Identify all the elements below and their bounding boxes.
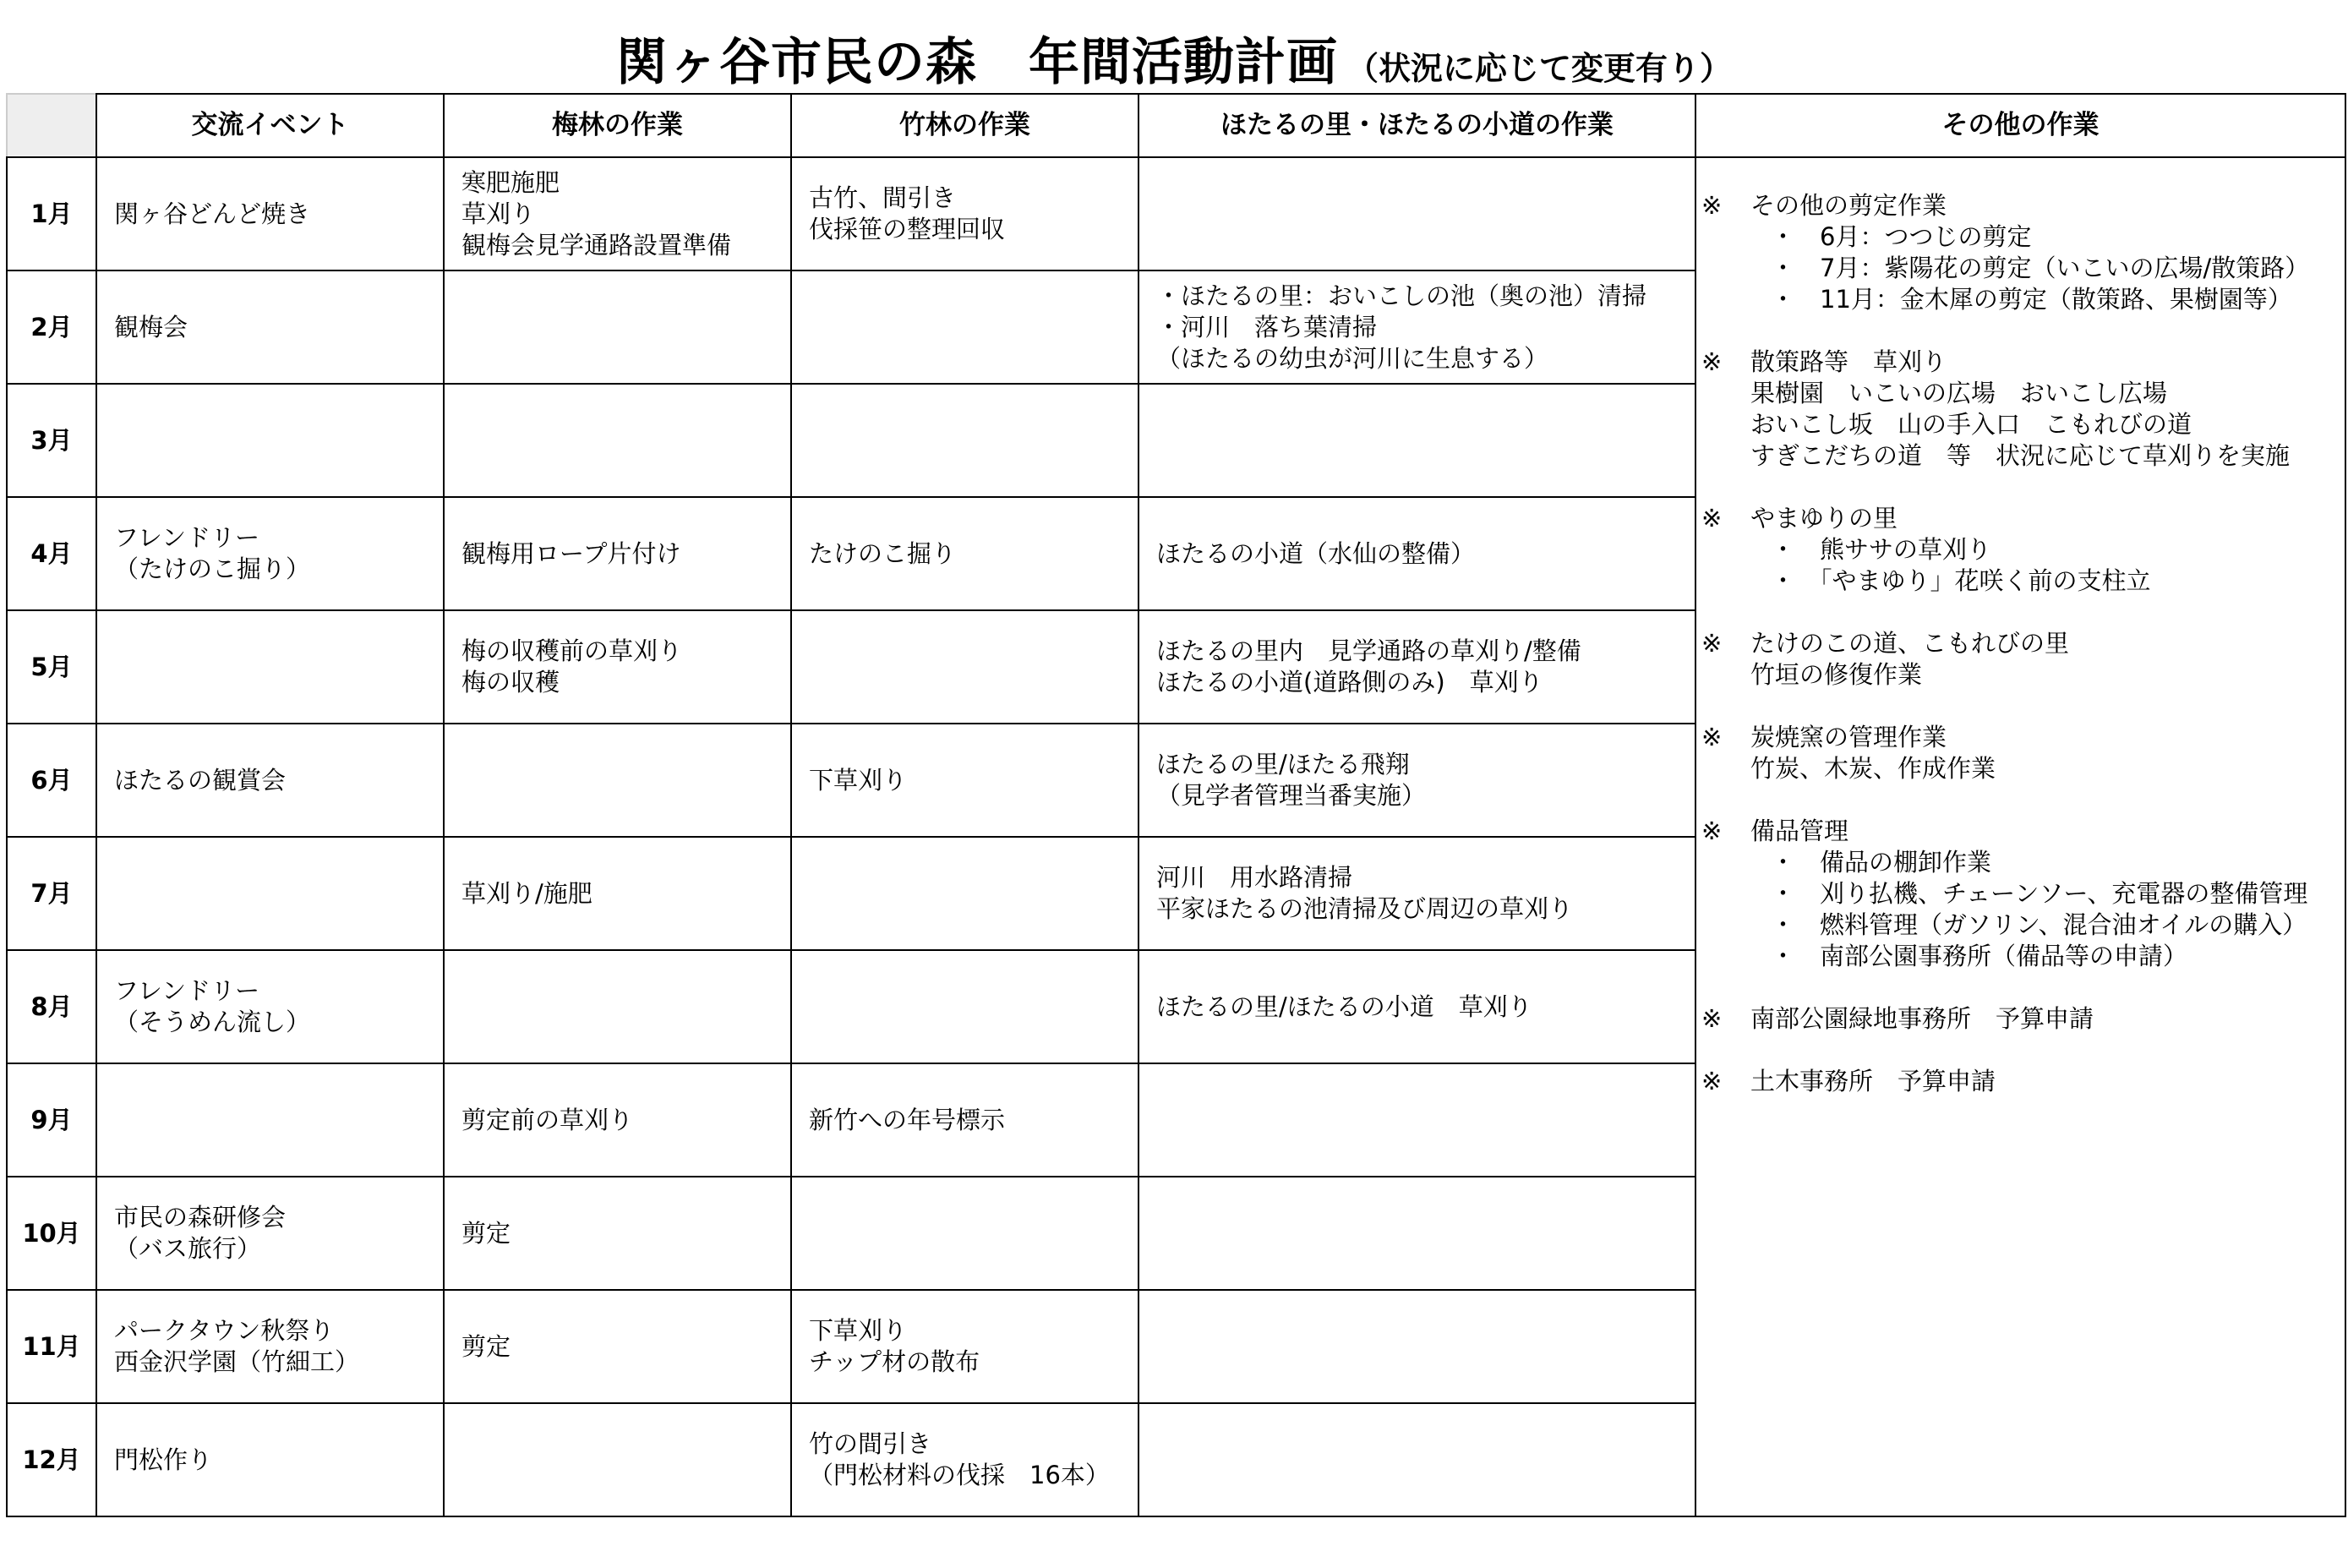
cell-line: 観梅会	[114, 312, 188, 341]
ume-cell	[444, 724, 791, 837]
hotaru-cell	[1139, 610, 1695, 724]
cell-line: ・河川 落ち葉清掃	[1156, 312, 1378, 341]
header-row	[7, 94, 2345, 157]
take-cell	[791, 1177, 1139, 1290]
month-cell: 7月	[7, 837, 96, 950]
cell-line: （ほたるの幼虫が河川に生息する）	[1156, 343, 1549, 373]
ume-cell	[444, 610, 791, 724]
event-cell	[96, 1290, 444, 1403]
ume-cell	[444, 1177, 791, 1290]
ume-cell	[444, 157, 791, 270]
note-line: やまゆりの里	[1750, 504, 1898, 533]
hotaru-cell	[1139, 724, 1695, 837]
note-mark: ※	[1701, 723, 1723, 751]
take-cell	[791, 270, 1139, 384]
note-subitem: ・ 11月：金木犀の剪定（散策路、果樹園等）	[1771, 285, 2292, 314]
note-line: 果樹園 いこいの広場 おいこし広場	[1750, 379, 2168, 407]
cell-line: 梅の収穫	[461, 668, 560, 697]
note-line: 竹垣の修復作業	[1750, 660, 1923, 689]
note-mark: ※	[1701, 1067, 1723, 1095]
other-note	[1701, 190, 2345, 315]
note-line: 南部公園緑地事務所 予算申請	[1750, 1004, 2094, 1033]
note-line: 備品管理	[1750, 817, 1849, 845]
take-cell	[791, 1403, 1139, 1516]
note-line: 炭焼窯の管理作業	[1750, 723, 1947, 751]
note-mark: ※	[1701, 1004, 1723, 1033]
other-note	[1701, 503, 2345, 597]
title-main: 関ヶ谷市民の森 年間活動計画	[615, 33, 1338, 92]
note-mark: ※	[1701, 347, 1723, 376]
cell-line: 下草刈り	[809, 1316, 908, 1345]
header-event: 交流イベント	[96, 94, 444, 157]
take-cell	[791, 157, 1139, 270]
take-cell	[791, 724, 1139, 837]
hotaru-cell	[1139, 270, 1695, 384]
note-line: たけのこの道、こもれびの里	[1750, 629, 2070, 658]
page-title	[0, 22, 2348, 95]
hotaru-cell	[1139, 384, 1695, 497]
take-cell	[791, 384, 1139, 497]
note-line: 散策路等 草刈り	[1750, 347, 1947, 376]
event-cell	[96, 384, 444, 497]
header-take: 竹林の作業	[791, 94, 1139, 157]
note-subitem: ・ 刈り払機、チェーンソー、充電器の整備管理	[1771, 879, 2308, 908]
note-line: おいこし坂 山の手入口 こもれびの道	[1750, 410, 2192, 439]
other-note	[1701, 628, 2345, 691]
cell-line: チップ材の散布	[809, 1347, 980, 1376]
hotaru-cell	[1139, 1290, 1695, 1403]
cell-line: フレンドリー	[114, 523, 260, 552]
note-line: すぎこだちの道 等 状況に応じて草刈りを実施	[1750, 441, 2291, 470]
take-cell	[791, 950, 1139, 1063]
note-subitem: ・ 6月：つつじの剪定	[1771, 222, 2032, 251]
hotaru-cell	[1139, 1063, 1695, 1177]
month-cell: 4月	[7, 497, 96, 610]
cell-line: 観梅会見学通路設置準備	[461, 230, 732, 260]
cell-line: 門松作り	[114, 1445, 213, 1474]
other-note	[1701, 1003, 2345, 1035]
ume-cell	[444, 1290, 791, 1403]
cell-line: （バス旅行）	[114, 1234, 262, 1263]
cell-line: ほたるの小道（水仙の整備）	[1156, 538, 1476, 568]
ume-cell	[444, 1063, 791, 1177]
month-cell: 12月	[7, 1403, 96, 1516]
take-cell	[791, 497, 1139, 610]
cell-line: 寒肥施肥	[461, 167, 560, 197]
cell-line: 西金沢学園（竹細工）	[114, 1347, 360, 1376]
take-cell	[791, 1063, 1139, 1177]
note-subitem: ・ 南部公園事務所（備品等の申請）	[1771, 942, 2188, 970]
month-cell: 1月	[7, 157, 96, 270]
cell-line: 関ヶ谷どんど焼き	[114, 199, 311, 228]
note-subitem: ・ 燃料管理（ガソリン、混合油オイルの購入）	[1771, 910, 2307, 939]
event-cell	[96, 270, 444, 384]
cell-line: 剪定前の草刈り	[461, 1105, 634, 1134]
cell-line: ・ほたるの里：おいこしの池（奥の池）清掃	[1156, 281, 1647, 310]
header-ume: 梅林の作業	[444, 94, 791, 157]
other-note	[1701, 347, 2345, 472]
cell-line: （見学者管理当番実施）	[1156, 781, 1427, 810]
event-cell	[96, 724, 444, 837]
other-note	[1701, 816, 2345, 972]
cell-line: 伐採笹の整理回収	[809, 215, 1006, 243]
note-mark: ※	[1701, 817, 1723, 845]
event-cell	[96, 610, 444, 724]
month-cell: 9月	[7, 1063, 96, 1177]
month-cell: 2月	[7, 270, 96, 384]
ume-cell	[444, 950, 791, 1063]
cell-line: 梅の収穫前の草刈り	[461, 636, 683, 665]
cell-line: 剪定	[461, 1331, 511, 1361]
note-subitem: ・ 備品の棚卸作業	[1771, 848, 1992, 877]
cell-line: 竹の間引き	[809, 1429, 932, 1458]
take-cell	[791, 1290, 1139, 1403]
hotaru-cell	[1139, 1177, 1695, 1290]
cell-line: 草刈り	[461, 199, 536, 228]
month-cell: 3月	[7, 384, 96, 497]
hotaru-cell	[1139, 837, 1695, 950]
event-cell	[96, 950, 444, 1063]
cell-line: 市民の森研修会	[114, 1203, 287, 1232]
ume-cell	[444, 1403, 791, 1516]
other-work-cell	[1695, 157, 2345, 1516]
cell-line: 観梅用ロープ片付け	[461, 538, 681, 568]
header-hotaru: ほたるの里・ほたるの小道の作業	[1139, 94, 1695, 157]
hotaru-cell	[1139, 157, 1695, 270]
month-cell: 6月	[7, 724, 96, 837]
note-mark: ※	[1701, 504, 1723, 533]
event-cell	[96, 837, 444, 950]
cell-line: 新竹への年号標示	[809, 1105, 1006, 1134]
cell-line: （たけのこ掘り）	[114, 555, 311, 583]
month-cell: 5月	[7, 610, 96, 724]
note-mark: ※	[1701, 629, 1723, 658]
hotaru-cell	[1139, 950, 1695, 1063]
cell-line: フレンドリー	[114, 976, 260, 1005]
note-line: 土木事務所 予算申請	[1750, 1067, 1996, 1095]
note-line: 竹炭、木炭、作成作業	[1750, 754, 1996, 783]
cell-line: パークタウン秋祭り	[114, 1316, 335, 1345]
event-cell	[96, 497, 444, 610]
take-cell	[791, 837, 1139, 950]
event-cell	[96, 157, 444, 270]
note-subitem: ・ 7月：紫陽花の剪定（いこいの広場/散策路）	[1771, 254, 2310, 282]
activity-plan-table	[6, 93, 2346, 1517]
table-row	[7, 157, 2345, 270]
month-cell: 8月	[7, 950, 96, 1063]
cell-line: 下草刈り	[809, 765, 908, 795]
header-corner	[7, 94, 96, 157]
event-cell	[96, 1177, 444, 1290]
cell-line: ほたるの小道(道路側のみ) 草刈り	[1156, 668, 1543, 697]
note-subitem: ・ 熊ササの草刈り	[1771, 535, 1992, 564]
event-cell	[96, 1063, 444, 1177]
note-subitem: ・ 「やまゆり」花咲く前の支柱立	[1771, 566, 2151, 595]
ume-cell	[444, 270, 791, 384]
cell-line: （門松材料の伐採 16本）	[809, 1461, 1110, 1489]
ume-cell	[444, 837, 791, 950]
cell-line: （そうめん流し）	[114, 1008, 311, 1036]
note-line: その他の剪定作業	[1750, 191, 1947, 220]
event-cell	[96, 1403, 444, 1516]
cell-line: ほたるの観賞会	[114, 765, 287, 795]
month-cell: 11月	[7, 1290, 96, 1403]
take-cell	[791, 610, 1139, 724]
cell-line: 河川 用水路清掃	[1156, 863, 1353, 892]
header-other: その他の作業	[1695, 94, 2345, 157]
cell-line: 古竹、間引き	[809, 183, 957, 212]
cell-line: ほたるの里内 見学通路の草刈り/整備	[1156, 636, 1581, 665]
cell-line: ほたるの里/ほたるの小道 草刈り	[1156, 992, 1532, 1021]
cell-line: たけのこ掘り	[809, 538, 957, 568]
cell-line: 平家ほたるの池清掃及び周辺の草刈り	[1156, 894, 1574, 923]
other-note	[1701, 722, 2345, 784]
hotaru-cell	[1139, 1403, 1695, 1516]
cell-line: 剪定	[461, 1218, 511, 1248]
cell-line: ほたるの里/ほたる飛翔	[1156, 750, 1410, 779]
note-mark: ※	[1701, 191, 1723, 220]
cell-line: 草刈り/施肥	[461, 878, 592, 908]
ume-cell	[444, 384, 791, 497]
title-note: （状況に応じて変更有り）	[1346, 50, 1732, 87]
month-cell: 10月	[7, 1177, 96, 1290]
hotaru-cell	[1139, 497, 1695, 610]
other-note	[1701, 1066, 2345, 1097]
ume-cell	[444, 497, 791, 610]
